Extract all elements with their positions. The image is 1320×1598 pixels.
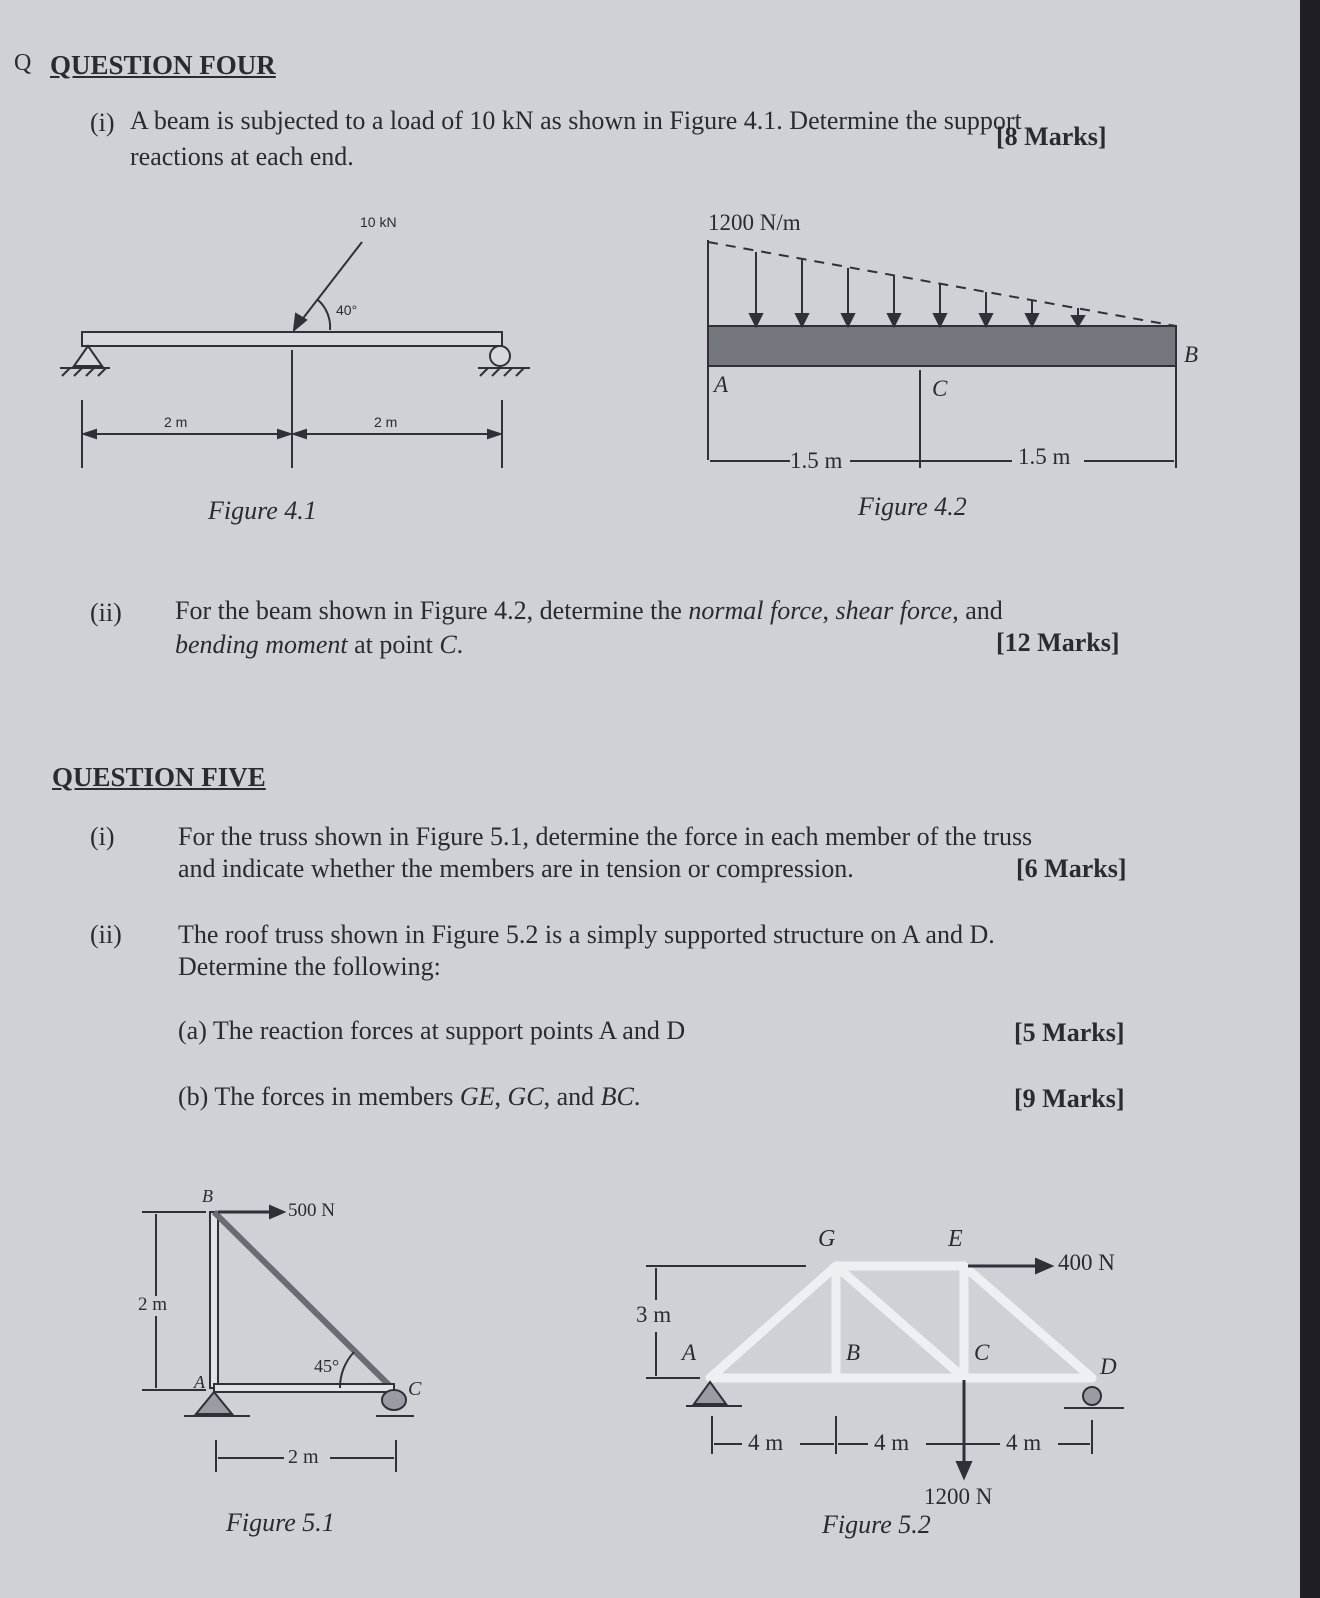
fig51-span-label: 2 m: [288, 1446, 319, 1468]
figure-5-1-caption: Figure 5.1: [226, 1508, 335, 1537]
fig51-load-label: 500 N: [288, 1200, 335, 1221]
q4-part-i-number: (i): [90, 108, 115, 137]
fig42-point-b: B: [1184, 342, 1199, 367]
q5-part-i-marks: [6 Marks]: [1016, 854, 1127, 883]
q5-part-ii-b-marks: [9 Marks]: [1014, 1084, 1125, 1113]
question-four-heading: QUESTION FOUR: [50, 50, 276, 80]
figure-4-2-caption: Figure 4.2: [858, 492, 967, 521]
q5-part-i-line2: and indicate whether the members are in tension or compression.: [178, 854, 854, 883]
fig51-angle-label: 45°: [314, 1356, 340, 1376]
fig41-dim-right-label: 2 m: [374, 414, 398, 430]
q4-part-ii-number: (ii): [90, 598, 122, 627]
fig42-point-c: C: [932, 376, 948, 401]
fig52-load-1200-label: 1200 N: [924, 1484, 993, 1509]
fig52-span3-label: 4 m: [1006, 1430, 1042, 1455]
fig52-span2-label: 4 m: [874, 1430, 910, 1455]
question-five-heading: QUESTION FIVE: [52, 762, 266, 792]
fig41-load-label: 10 kN: [360, 214, 397, 230]
fig51-node-b: B: [202, 1186, 213, 1206]
fig52-support-d: [1083, 1387, 1101, 1405]
q4-part-ii-line2: bending moment at point C.: [175, 630, 464, 659]
q4-part-ii-marks: [12 Marks]: [996, 628, 1120, 657]
figure-5-2-caption: Figure 5.2: [822, 1510, 931, 1539]
q5-part-i-line1: For the truss shown in Figure 5.1, determine the force in each member of the truss: [178, 822, 1033, 851]
q5-part-ii-number: (ii): [90, 920, 122, 949]
fig51-node-a: A: [194, 1372, 205, 1392]
fig41-dim-left-label: 2 m: [164, 414, 188, 430]
fig42-dim-right-label: 1.5 m: [1018, 444, 1071, 469]
q4-part-i-marks: [8 Marks]: [996, 122, 1107, 151]
q5-part-ii-line2: Determine the following:: [178, 952, 441, 981]
fig42-dim-left-label: 1.5 m: [790, 448, 843, 473]
fig52-node-a: A: [682, 1340, 697, 1365]
fig42-point-a: A: [714, 372, 729, 397]
q4-part-i-line1: A beam is subjected to a load of 10 kN as shown in Figure 4.1. Determine the support: [130, 106, 1022, 135]
fig52-load-400-label: 400 N: [1058, 1250, 1115, 1275]
q5-part-ii-b: (b) The forces in members GE, GC, and BC.: [178, 1082, 641, 1111]
q4-part-i-line2: reactions at each end.: [130, 142, 354, 171]
fig51-node-c: C: [408, 1378, 422, 1400]
fig52-span1-label: 4 m: [748, 1430, 784, 1455]
fig52-node-b: B: [846, 1340, 861, 1365]
q5-part-ii-line1: The roof truss shown in Figure 5.2 is a simply supported structure on A and D.: [178, 920, 995, 949]
fig52-node-g: G: [818, 1226, 836, 1252]
fig52-node-d: D: [1100, 1354, 1117, 1379]
fig52-support-a: [694, 1382, 726, 1404]
q5-part-ii-a-marks: [5 Marks]: [1014, 1018, 1125, 1047]
figure-4-1-caption: Figure 4.1: [208, 496, 317, 525]
q5-part-ii-a: (a) The reaction forces at support points A and D: [178, 1016, 686, 1045]
fig52-node-c: C: [974, 1340, 990, 1365]
q5-part-i-number: (i): [90, 822, 115, 851]
fig52-height-label: 3 m: [636, 1302, 672, 1327]
fig52-node-e: E: [948, 1226, 963, 1252]
handwritten-mark: Q: [14, 50, 32, 76]
q4-part-ii-line1: For the beam shown in Figure 4.2, determine the normal force, shear force, and: [175, 596, 1003, 625]
fig51-height-label: 2 m: [138, 1294, 168, 1315]
fig52-member-ag: [710, 1266, 836, 1378]
fig41-angle-label: 40°: [336, 302, 358, 318]
fig42-load-label: 1200 N/m: [708, 210, 801, 235]
